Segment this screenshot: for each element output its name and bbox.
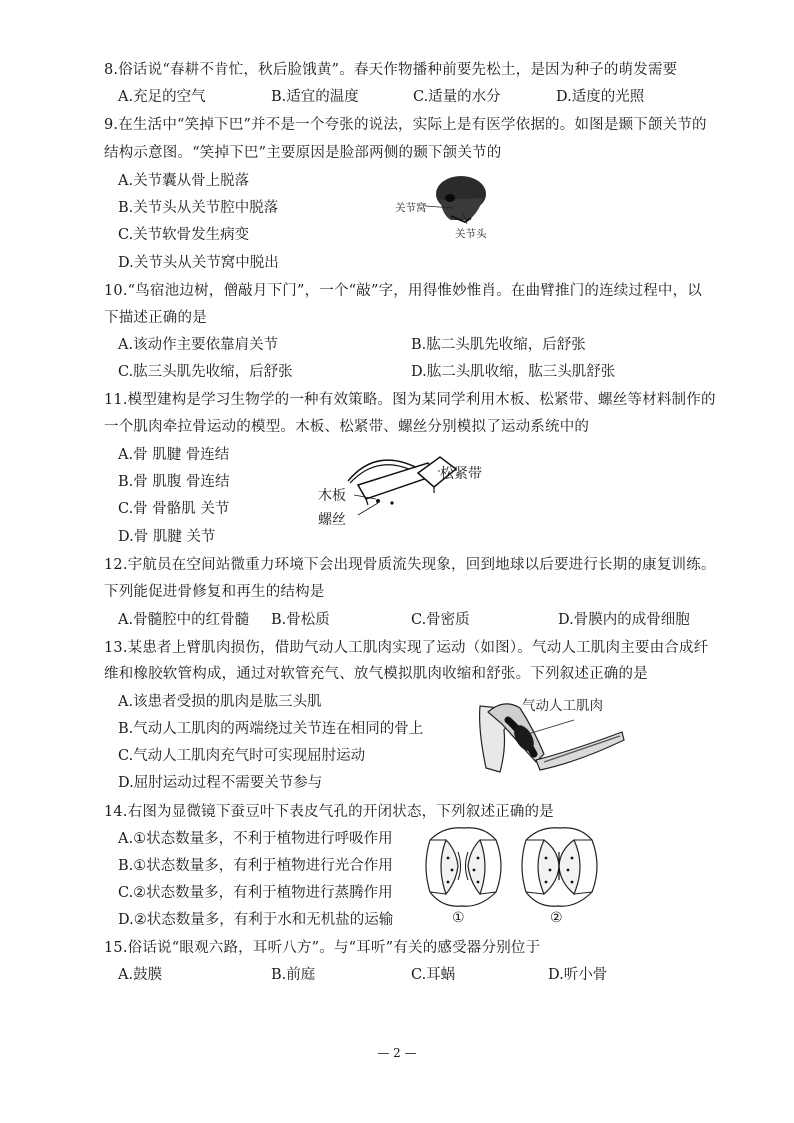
q15-option-c: C.耳蜗 bbox=[411, 967, 456, 983]
muscle-model-label-band: 松紧带 bbox=[440, 466, 482, 482]
q10-option-d: D.肱二头肌收缩，肱三头肌舒张 bbox=[411, 364, 616, 380]
stoma-state-2-icon bbox=[522, 828, 597, 906]
q15-option-a: A.鼓膜 bbox=[118, 967, 163, 983]
q11-option-a: A.骨 肌腱 骨连结 bbox=[118, 447, 230, 463]
q10-stem-line2: 下描述正确的是 bbox=[104, 310, 207, 326]
q13-option-b: B.气动人工肌肉的两端绕过关节连在相同的骨上 bbox=[118, 721, 424, 737]
q11-option-b: B.骨 肌腹 骨连结 bbox=[118, 474, 230, 490]
stomata-figure bbox=[424, 826, 604, 932]
q9-option-d: D.关节头从关节窝中脱出 bbox=[118, 255, 279, 271]
stoma-state-1-icon bbox=[426, 828, 501, 906]
q11-stem-line1: 11.模型建构是学习生物学的一种有效策略。图为某同学利用木板、松紧带、螺丝等材料制作的 bbox=[104, 392, 716, 408]
q8-option-b: B.适宜的温度 bbox=[271, 89, 359, 105]
q14-option-d: D.②状态数量多，有利于水和无机盐的运输 bbox=[118, 912, 394, 928]
q9-stem-line1: 9.在生活中“笑掉下巴”并不是一个夸张的说法，实际上是有医学依据的。如图是颞下颌关节的 bbox=[104, 117, 707, 133]
q13-stem-line2: 维和橡胶软管构成，通过对软管充气、放气模拟肌肉收缩和舒张。下列叙述正确的是 bbox=[104, 666, 648, 682]
q13-stem-line1: 13.某患者上臂肌肉损伤，借助气动人工肌肉实现了运动（如图）。气动人工肌肉主要由合成纤 bbox=[104, 640, 709, 656]
q14-option-b: B.①状态数量多，有利于植物进行光合作用 bbox=[118, 858, 393, 874]
q9-stem-line2: 结构示意图。“笑掉下巴”主要原因是脸部两侧的颞下颌关节的 bbox=[104, 145, 502, 161]
stomata-illustration bbox=[424, 826, 604, 908]
stomata-label-2: ② bbox=[550, 910, 563, 926]
muscle-model-label-screw: 螺丝 bbox=[318, 512, 346, 528]
q12-option-c: C.骨密质 bbox=[411, 612, 470, 628]
q10-option-c: C.肱三头肌先收缩，后舒张 bbox=[118, 364, 293, 380]
q8-option-c: C.适量的水分 bbox=[413, 89, 501, 105]
q15-option-d: D.听小骨 bbox=[548, 967, 608, 983]
q10-option-a: A.该动作主要依靠肩关节 bbox=[118, 337, 279, 353]
q15-option-b: B.前庭 bbox=[271, 967, 316, 983]
muscle-model-label-board: 木板 bbox=[318, 488, 346, 504]
q12-option-a: A.骨髓腔中的红骨髓 bbox=[118, 612, 250, 628]
q8-option-d: D.适度的光照 bbox=[556, 89, 645, 105]
skull-figure bbox=[395, 172, 495, 242]
q12-option-d: D.骨膜内的成骨细胞 bbox=[558, 612, 690, 628]
q13-option-d: D.屈肘运动过程不需要关节参与 bbox=[118, 775, 323, 791]
q10-option-b: B.肱二头肌先收缩，后舒张 bbox=[411, 337, 586, 353]
q8-stem: 8.俗话说“春耕不肯忙，秋后脸饿黄”。春天作物播种前要先松土，是因为种子的萌发需要 bbox=[104, 62, 678, 78]
q12-stem-line2: 下列能促进骨修复和再生的结构是 bbox=[104, 584, 325, 600]
q13-option-a: A.该患者受损的肌肉是肱三头肌 bbox=[118, 694, 322, 710]
q14-stem: 14.右图为显微镜下蚕豆叶下表皮气孔的开闭状态，下列叙述正确的是 bbox=[104, 804, 554, 820]
q10-stem-line1: 10.“鸟宿池边树，僧敲月下门”，一个“敲”字，用得惟妙惟肖。在曲臂推门的连续过程中，以 bbox=[104, 283, 703, 299]
skull-label-socket: 关节窝 bbox=[395, 202, 427, 214]
stomata-label-1: ① bbox=[452, 910, 465, 926]
q12-option-b: B.骨松质 bbox=[271, 612, 330, 628]
q13-option-c: C.气动人工肌肉充气时可实现屈肘运动 bbox=[118, 748, 366, 764]
q15-stem: 15.俗话说“眼观六路，耳听八方”。与“耳听”有关的感受器分别位于 bbox=[104, 940, 541, 956]
q14-option-a: A.①状态数量多，不利于植物进行呼吸作用 bbox=[118, 831, 393, 847]
q9-option-b: B.关节头从关节腔中脱落 bbox=[118, 200, 279, 216]
arm-figure bbox=[474, 690, 634, 780]
q11-stem-line2: 一个肌肉牵拉骨运动的模型。木板、松紧带、螺丝分别模拟了运动系统中的 bbox=[104, 419, 590, 435]
q9-option-c: C.关节软骨发生病变 bbox=[118, 227, 250, 243]
q14-option-c: C.②状态数量多，有利于植物进行蒸腾作用 bbox=[118, 885, 393, 901]
muscle-model-figure bbox=[318, 443, 498, 528]
q11-option-d: D.骨 肌腱 关节 bbox=[118, 529, 216, 545]
q8-option-a: A.充足的空气 bbox=[118, 89, 206, 105]
skull-label-head: 关节头 bbox=[455, 228, 487, 240]
q12-stem-line1: 12.宇航员在空间站微重力环境下会出现骨质流失现象，回到地球以后要进行长期的康复训练。 bbox=[104, 557, 716, 573]
arm-label-pneumatic-muscle: 气动人工肌肉 bbox=[522, 698, 603, 714]
q11-option-c: C.骨 骨骼肌 关节 bbox=[118, 501, 230, 517]
page-number: — 2 — bbox=[377, 1046, 417, 1060]
q9-option-a: A.关节囊从骨上脱落 bbox=[118, 173, 250, 189]
